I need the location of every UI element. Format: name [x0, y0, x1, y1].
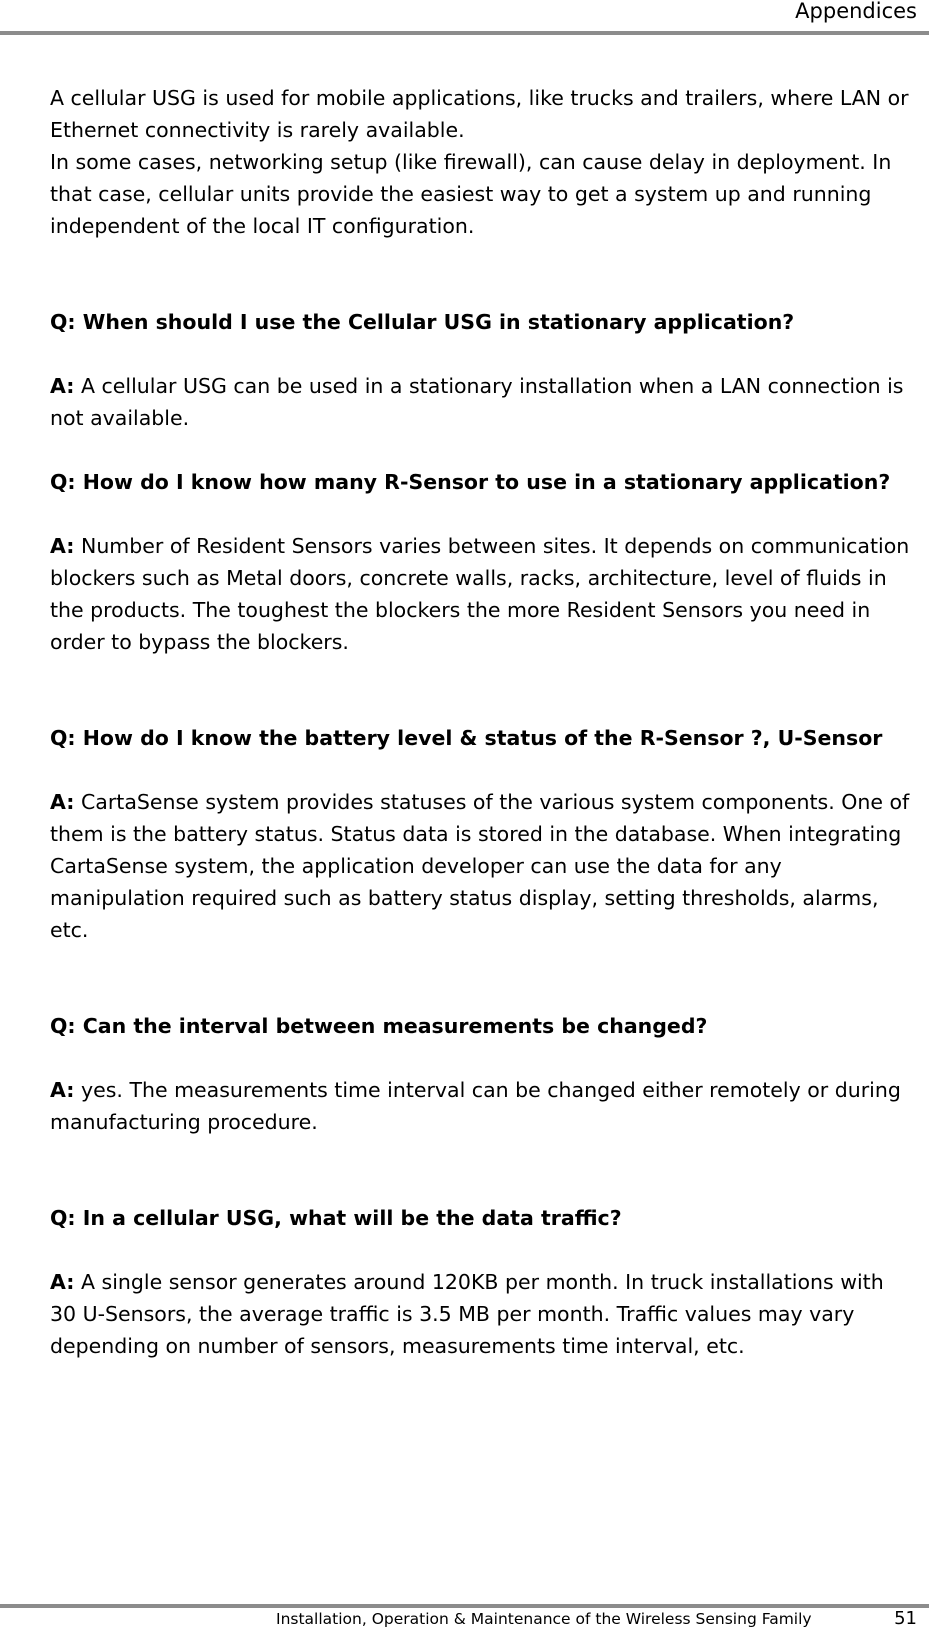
intro-paragraph: [50, 82, 916, 242]
answer-text: A single sensor generates around 120KB per month. In truck installations with 30 U-Sensors, the average traffic is 3.5 MB per month. Traffic values may vary depending on number of sensors, measurements time interval, etc.: [50, 1270, 884, 1358]
page-content: [50, 82, 916, 1394]
answer-text: Number of Resident Sensors varies between sites. It depends on communication blockers such as Metal doors, concrete walls, racks, architecture, level of fluids in the products. The toughest the blockers the more Resident Sensors you need in order to bypass the blockers.: [50, 534, 910, 654]
footer-divider: [0, 1604, 929, 1608]
faq-question-3: Q: How do I know the battery level & status of the R-Sensor ?, U-Sensor: [50, 726, 883, 750]
intro-text-2: In some cases, networking setup (like firewall), can cause delay in deployment. In that case, cellular units provide the easiest way to get a system up and running independent of the local IT configuration.: [50, 150, 892, 238]
faq-question-5: Q: In a cellular USG, what will be the data traffic?: [50, 1206, 622, 1230]
answer-prefix: A:: [50, 1078, 75, 1102]
answer-prefix: A:: [50, 534, 75, 558]
faq-answer-4: [50, 1074, 916, 1138]
answer-prefix: A:: [50, 374, 75, 398]
faq-question-2: Q: How do I know how many R-Sensor to use in a stationary application?: [50, 470, 891, 494]
answer-prefix: A:: [50, 1270, 75, 1294]
faq-answer-5: [50, 1266, 916, 1362]
faq-answer-1: [50, 370, 916, 434]
answer-text: yes. The measurements time interval can be changed either remotely or during manufacturing procedure.: [50, 1078, 901, 1134]
page-number: 51: [894, 1608, 917, 1629]
answer-text: CartaSense system provides statuses of the various system components. One of them is the battery status. Status data is stored in the database. When integrating CartaSense system, the application developer can use the data for any manipulation required such as battery status display, setting thresholds, alarms, etc.: [50, 790, 910, 942]
faq-question-1: Q: When should I use the Cellular USG in stationary application?: [50, 310, 795, 334]
faq-answer-3: [50, 786, 916, 946]
section-title: Appendices: [795, 0, 917, 23]
footer-document-title: Installation, Operation & Maintenance of the Wireless Sensing Family: [276, 1610, 812, 1628]
answer-prefix: A:: [50, 790, 75, 814]
faq-answer-2: [50, 530, 916, 658]
answer-text: A cellular USG can be used in a stationary installation when a LAN connection is not available.: [50, 374, 904, 430]
faq-question-4: Q: Can the interval between measurements be changed?: [50, 1014, 708, 1038]
header-divider: [0, 31, 929, 35]
intro-text-1: A cellular USG is used for mobile applications, like trucks and trailers, where LAN or Ethernet connectivity is rarely available.: [50, 86, 909, 142]
